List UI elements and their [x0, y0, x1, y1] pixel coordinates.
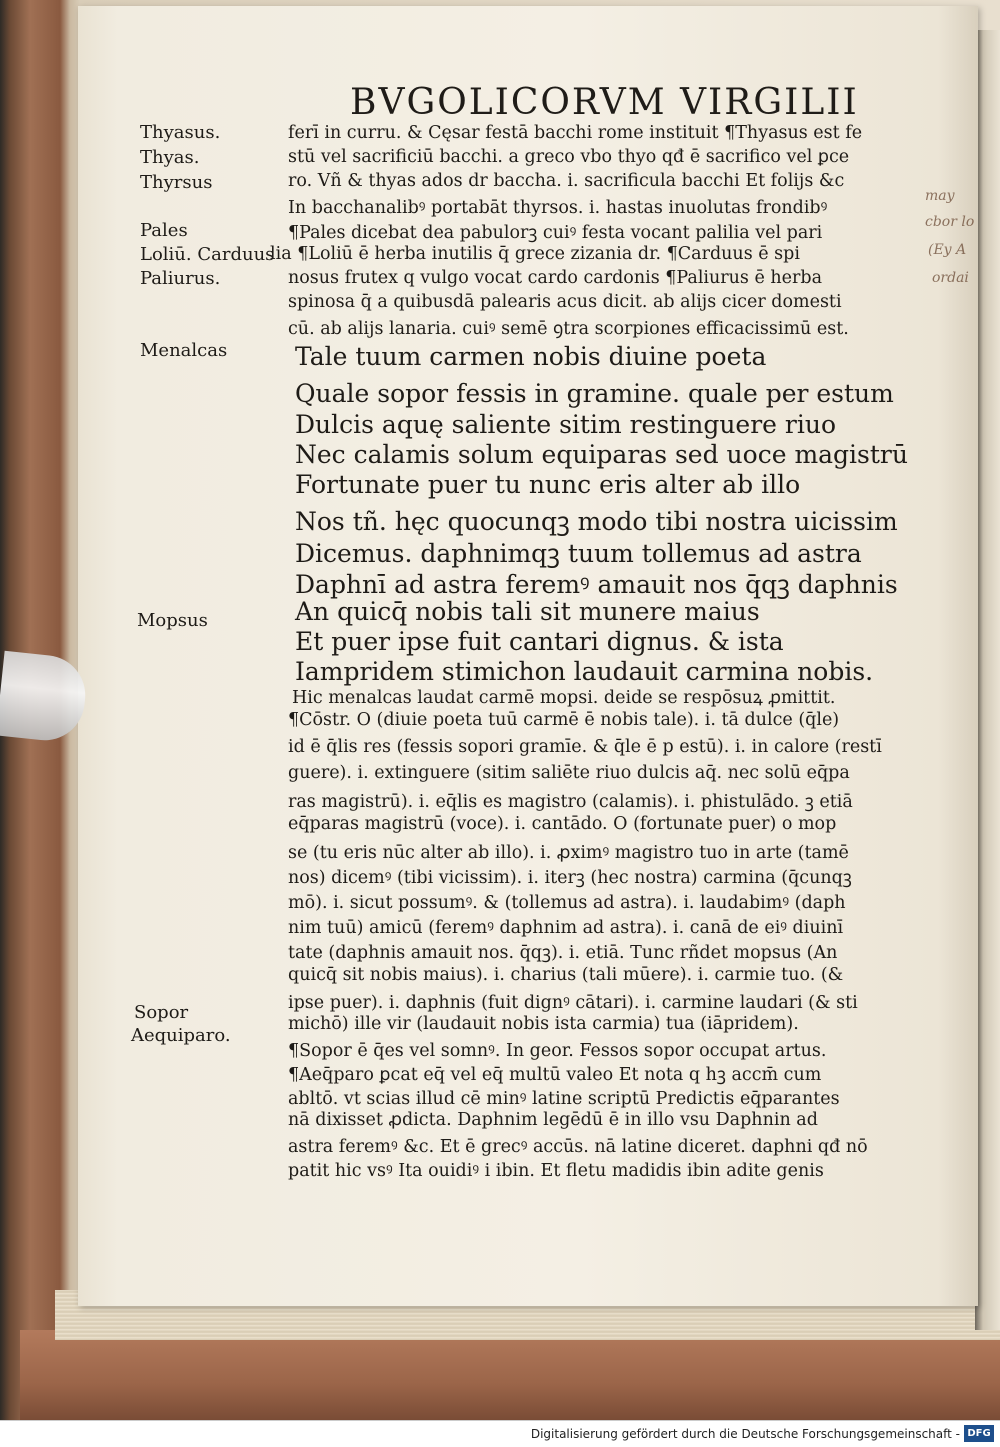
gloss-line: ¶Pales dicebat dea pabulorꝫ cuiꝰ festa vocant palilia vel pari — [288, 223, 823, 243]
verse-line: Daphnī ad astra feremꝰ amauit nos q̄qꝫ daphnis — [295, 570, 898, 599]
margin-label: Pales — [140, 220, 188, 241]
footer-credit: Digitalisierung gefördert durch die Deutsche Forschungsgemeinschaft - — [530, 1427, 960, 1441]
verse-line: Tale tuum carmen nobis diuine poeta — [295, 342, 767, 371]
margin-label: Paliurus. — [140, 268, 221, 289]
margin-label: Mopsus — [137, 610, 208, 631]
gloss-line: nim tuū) amicū (feremꝰ daphnim ad astra). i. canā de eiꝰ diuinī — [288, 918, 844, 938]
gloss-line: michō) ille vir (laudauit nobis ista carmia) tua (iāpridem). — [288, 1014, 799, 1034]
verse-line: An quicq̄ nobis tali sit munere maius — [295, 597, 760, 626]
gloss-line: eq̄paras magistrū (voce). i. cantādo. O (fortunate puer) o mop — [288, 814, 837, 834]
gloss-line: nos) dicemꝰ (tibi vicissim). i. iterꝫ (hec nostra) carmina (q̄cunqꝫ — [288, 868, 852, 888]
gloss-line: ¶Aeq̄paro ꝑcat eq̄ vel eq̄ multū valeo Et nota q hꝫ accm̄ cum — [288, 1065, 822, 1085]
verse-line: Fortunate puer tu nunc eris alter ab illo — [295, 470, 801, 499]
verse-line: Nos tñ. hęc quocunqꝫ modo tibi nostra uicissim — [295, 507, 898, 536]
gloss-line: spinosa q̄ a quibusdā palearis acus dicit. ab alijs cicer domesti — [288, 292, 842, 312]
margin-label: Aequiparo. — [131, 1025, 231, 1046]
footer-bar — [0, 1420, 1000, 1447]
gloss-line: abltō. vt scias illud cē minꝰ latine scriptū Predictis eq̄parantes — [288, 1089, 840, 1109]
margin-label: Thyasus. — [140, 122, 221, 143]
gloss-line: patit hic vsꝰ Ita ouidiꝰ i ibin. Et fletu madidis ibin adite genis — [288, 1161, 824, 1181]
gloss-line: ipse puer). i. daphnis (fuit dignꝰ cātari). i. carmine laudari (& sti — [288, 993, 858, 1013]
gloss-line: astra feremꝰ &c. Et ē grecꝰ accūs. nā latine diceret. daphni qđ nō — [288, 1137, 868, 1157]
gloss-line: Hic menalcas laudat carmē mopsi. deide se respōsuꝝ ꝓmittit. — [292, 688, 836, 708]
gloss-line: tate (daphnis amauit nos. q̄qꝫ). i. etiā. Tunc rñdet mopsus (An — [288, 943, 838, 963]
gloss-line: stū vel sacrificiū bacchi. a greco vbo thyo qđ ē sacrifico vel ꝑce — [288, 147, 850, 167]
gloss-line: guere). i. extinguere (sitim saliēte riuo dulcis aq̄. nec solū eq̄pa — [288, 763, 850, 783]
running-head: BVGOLICORVM VIRGILII — [350, 82, 859, 123]
gloss-line: ferī in curru. & Cęsar festā bacchi rome instituit ¶Thyasus est fe — [288, 123, 863, 143]
margin-label: Thyas. — [140, 147, 200, 168]
gloss-line: se (tu eris nūc alter ab illo). i. ꝓximꝰ magistro tuo in arte (tamē — [288, 843, 849, 863]
verse-line: Iampridem stimichon laudauit carmina nobis. — [295, 657, 874, 686]
gloss-line: mō). i. sicut possumꝰ. & (tollemus ad astra). i. laudabimꝰ (daph — [288, 893, 846, 913]
margin-label: Sopor — [134, 1002, 189, 1023]
gloss-line: quicq̄ sit nobis maius). i. charius (tali mūere). i. carmie tuo. (& — [288, 965, 844, 985]
verse-line: Nec calamis solum equiparas sed uoce magistrū — [295, 440, 908, 469]
facing-page-edge — [975, 30, 1000, 1330]
verse-line: Dicemus. daphnimqꝫ tuum tollemus ad astra — [295, 539, 862, 568]
gloss-line: In bacchanalibꝰ portabāt thyrsos. i. hastas inuolutas frondibꝰ — [288, 198, 828, 218]
handwritten-annotation: cbor lo — [925, 214, 975, 230]
verse-line: Dulcis aquę saliente sitim restinguere riuo — [295, 410, 837, 439]
gloss-line: ¶Sopor ē q̄es vel somnꝰ. In geor. Fessos sopor occupat artus. — [288, 1041, 827, 1061]
gloss-line: nosus frutex q vulgo vocat cardo cardonis ¶Paliurus ē herba — [288, 268, 823, 288]
bookmark-clip — [0, 651, 89, 744]
book-cover-board — [20, 1330, 1000, 1420]
margin-label: Menalcas — [140, 340, 228, 361]
handwritten-annotation: may — [925, 188, 955, 204]
handwritten-annotation: ordai — [932, 270, 969, 286]
handwritten-annotation: (Ey A — [928, 242, 967, 258]
margin-label: Thyrsus — [140, 172, 213, 193]
gloss-line: id ē q̄lis res (fessis sopori gramīe. & q̄le ē p estū). i. in calore (restī — [288, 737, 882, 757]
gloss-line: nā dixisset ꝓdicta. Daphnim legēdū ē in illo vsu Daphnin ad — [288, 1110, 818, 1130]
verse-line: Et puer ipse fuit cantari dignus. & ista — [295, 627, 784, 656]
margin-label: Loliū. Carduus — [140, 244, 275, 265]
gloss-line: ro. Vñ & thyas ados dr baccha. i. sacrificula bacchi Et folijs &c — [288, 171, 845, 191]
gloss-line: ras magistrū). i. eq̄lis es magistro (calamis). i. phistulādo. ꝫ etiā — [288, 792, 853, 812]
dfg-logo: DFG — [964, 1425, 994, 1442]
gloss-line: ¶Cōstr. O (diuie poeta tuū carmē ē nobis tale). i. tā dulce (q̄le) — [288, 710, 840, 730]
verse-line: Quale sopor fessis in gramine. quale per estum — [295, 379, 894, 408]
gloss-line: lia ¶Loliū ē herba inutilis q̄ grece zizania dr. ¶Carduus ē spi — [270, 244, 800, 264]
gloss-line: cū. ab alijs lanaria. cuiꝰ semē ꝯtra scorpiones efficacissimū est. — [288, 319, 849, 339]
